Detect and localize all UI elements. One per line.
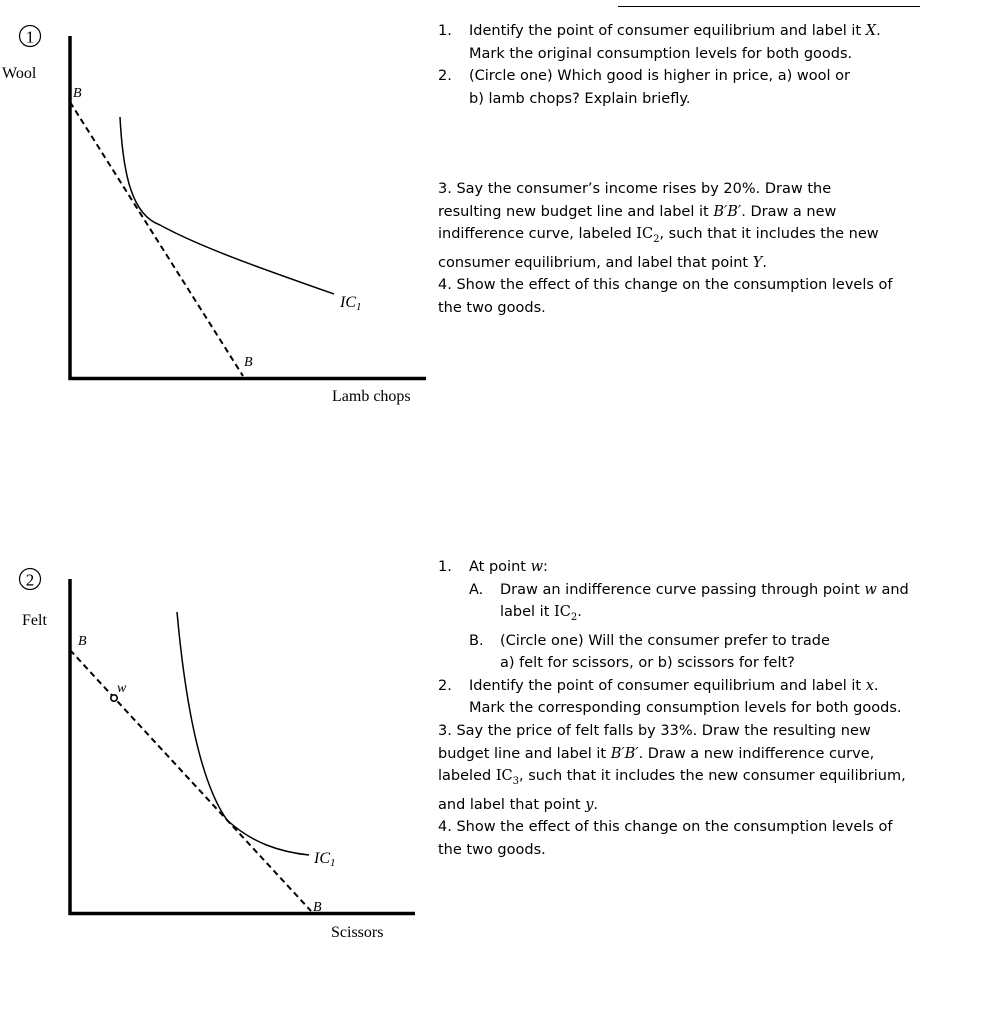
- problem-1-questions-part-b: [438, 178, 893, 319]
- p1-q4-line2: the two goods.: [438, 299, 546, 316]
- p2-q2-line1: 2. Identify the point of consumer equilibrium and label it x.: [438, 677, 879, 694]
- p2-qA-line2: label it $IC_2$.: [500, 604, 582, 624]
- point-w-label: w: [117, 681, 127, 696]
- indifference-curve-ic1-wool: [120, 117, 334, 294]
- p2-qB-line2: a) felt for scissors, or b) scissors for felt?: [500, 655, 795, 672]
- budget-line-1: [70, 102, 243, 376]
- p1-q1-line2: Mark the original consumption levels for both goods.: [469, 45, 853, 62]
- p1-q3-line3: indifference curve, labeled $IC_2$, such that it includes the new: [438, 226, 879, 246]
- p2-q3-line4: and label that point y.: [438, 796, 599, 813]
- problem-2-diagram: [20, 569, 416, 942]
- p2-q3-line3: labeled $IC_3$, such that it includes the new consumer equilibrium,: [438, 768, 906, 788]
- p2-q4-line2: the two goods.: [438, 841, 546, 858]
- p1-q3-line1: 3. Say the consumer’s income rises by 20%. Draw the: [438, 181, 832, 197]
- p1-q1-line1: 1. Identify the point of consumer equilibrium and label it X.: [438, 23, 881, 39]
- p2-qA-line1: A. Draw an indifference curve passing through point w and: [469, 581, 909, 598]
- x-axis-label-scissors: Scissors: [331, 924, 384, 941]
- p2-q2-line2: Mark the corresponding consumption levels for both goods.: [469, 700, 902, 717]
- p2-q3-line1: 3. Say the price of felt falls by 33%. Draw the resulting new: [438, 723, 871, 740]
- y-axis-label-felt: Felt: [22, 612, 47, 629]
- budget-line-2: [70, 650, 311, 911]
- budget-label-bottom-1: B: [244, 355, 253, 370]
- y-axis-label-wool: Wool: [2, 65, 37, 82]
- ic1-label-1: IC1: [340, 294, 362, 313]
- problem-1-diagram: [2, 26, 426, 406]
- p1-q2-line2: b) lamb chops? Explain briefly.: [469, 90, 691, 107]
- p2-q1-line: 1. At point w:: [438, 559, 548, 575]
- p2-qB-line1: B. (Circle one) Will the consumer prefer to trade: [469, 632, 830, 649]
- budget-label-top-2: B: [78, 634, 87, 649]
- problem-1-questions-part-a: [438, 20, 881, 110]
- problem-2-number: 2: [25, 570, 35, 590]
- ic1-label-2: IC1: [314, 850, 336, 869]
- p1-q3-line4: consumer equilibrium, and label that point Y.: [438, 254, 767, 271]
- indifference-curve-ic1-felt: [177, 612, 309, 855]
- p1-q2-line1: 2. (Circle one) Which good is higher in price, a) wool or: [438, 68, 850, 85]
- budget-label-top-1: B: [73, 86, 82, 101]
- problem-1-number: 1: [25, 27, 35, 47]
- p2-q4-line1: 4. Show the effect of this change on the consumption levels of: [438, 819, 893, 836]
- problem-2-questions: [438, 556, 909, 862]
- p1-q3-line2: resulting new budget line and label it B′B′. Draw a new: [438, 203, 837, 220]
- p1-q4-line1: 4. Show the effect of this change on the consumption levels of: [438, 277, 893, 294]
- p2-q3-line2: budget line and label it B′B′. Draw a new indifference curve,: [438, 745, 875, 762]
- x-axis-label-lamb-chops: Lamb chops: [332, 388, 411, 405]
- budget-label-bottom-2: B: [313, 900, 322, 915]
